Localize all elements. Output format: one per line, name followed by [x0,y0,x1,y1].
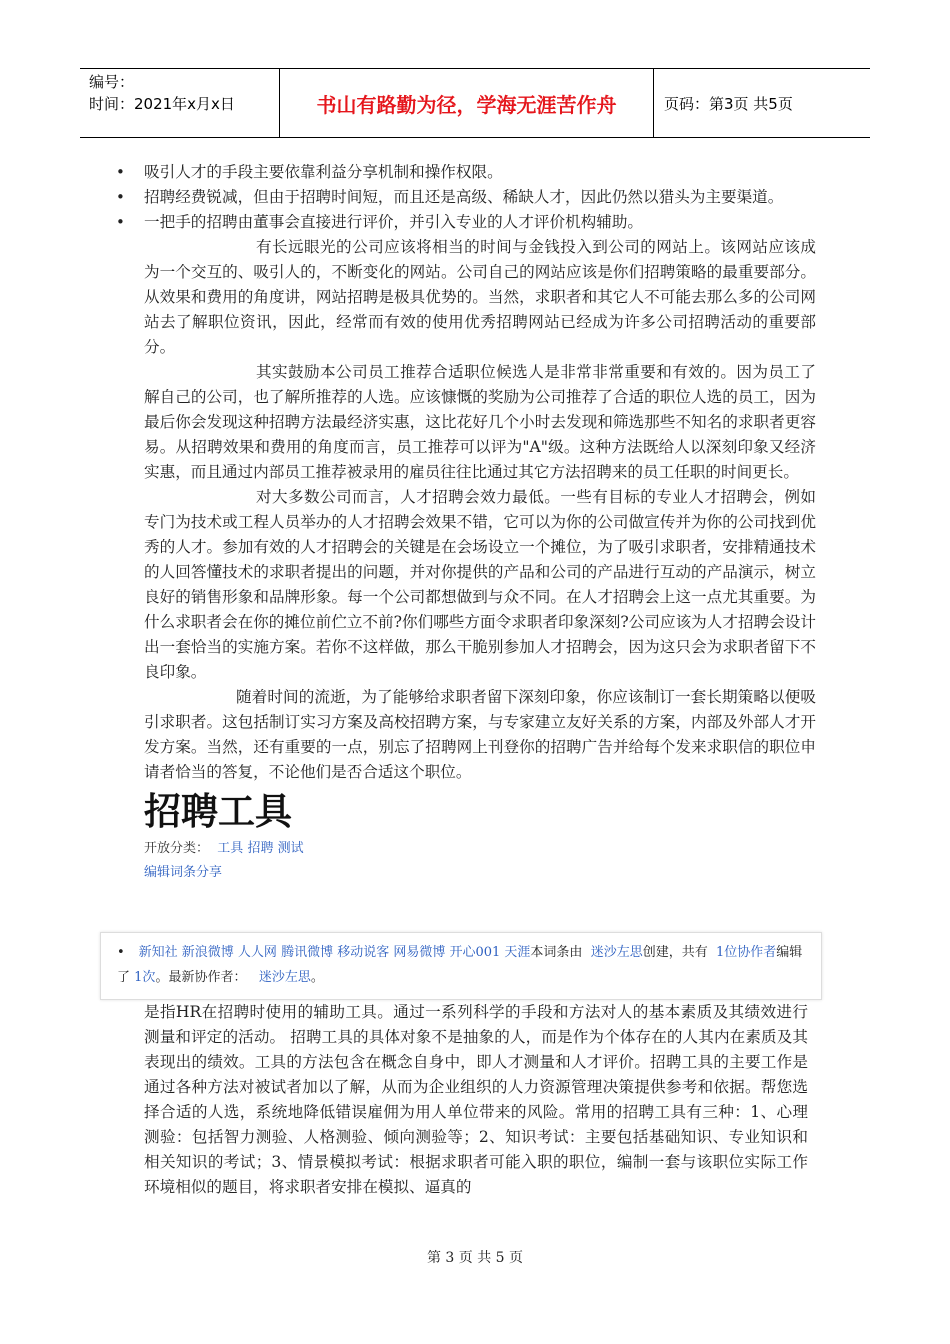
category-label: 开放分类： [144,841,210,856]
list-item: • 吸引人才的手段主要依靠利益分享机制和操作权限。 [116,160,816,185]
latest-collaborator-link[interactable]: 迷沙左思 [258,970,311,985]
category-link-recruit[interactable]: 招聘 [247,841,274,856]
paragraph-long-term: 随着时间的流逝，为了能够给求职者留下深刻印象，你应该制订一套长期策略以便吸引求职者。这包括制订实习方案及高校招聘方案，与专家建立友好关系的方案，内部及外部人才开发方案。当然，还有重要的一点，别忘了招聘网上刊登你的招聘广告并给每个发来求职信的职位申请者恰当的答复，不论他们是否合适这个职位。 [144,688,816,781]
edit-share-row [116,861,816,885]
bullet-list [116,160,816,235]
share-links[interactable]: 新知社 新浪微博 人人网 腾讯微博 移动说客 网易微博 开心001 天涯 [138,945,531,960]
motto: 书山有路勤为径，学海无涯苦作舟 [280,69,654,137]
header-meta [80,69,280,137]
main-content [116,160,816,885]
end-text: 。 [310,970,324,985]
edited-text: 编辑了 [117,945,803,985]
collaborators-link[interactable]: 1位协作者 [716,945,777,960]
document-header [80,68,870,138]
bullet-dot: • [117,945,125,960]
section-title: 招聘工具 [144,790,292,833]
category-link-tools[interactable]: 工具 [217,841,244,856]
created-by-text: 本词条由 [530,945,583,960]
creator-link[interactable]: 迷沙左思 [590,945,643,960]
page-indicator: 页码：第3页 共5页 [664,94,793,113]
list-item: • 招聘经费锐减，但由于招聘时间短，而且还是高级、稀缺人才，因此仍然以猎头为主要渠道。 [116,185,816,210]
paragraph-job-fair: 对大多数公司而言，人才招聘会效力最低。一些有目标的专业人才招聘会，例如专门为技术或工程人员举办的人才招聘会效果不错，它可以为你的公司做宣传并为你的公司找到优秀的人才。参加有效的人才招聘会的关键是在会场设立一个摊位，为了吸引求职者，安排精通技术的人回答懂技术的求职者提出的问题，并对你提供的产品和公司的产品进行互动的产品演示，树立良好的销售形象和品牌形象。每一个公司都想做到与众不同。在人才招聘会上这一点尤其重要。为什么求职者会在你的摊位前伫立不前?你们哪些方面令求职者印象深刻?公司应该为人才招聘会设计出一套恰当的实施方案。若你不这样做，那么干脆别参加人才招聘会，因为这只会为求职者留下不良印象。 [144,488,816,681]
paragraph-referral: 其实鼓励本公司员工推荐合适职位候选人是非常非常重要和有效的。因为员工了解自己的公司，也了解所推荐的人选。应该慷慨的奖励为公司推荐了合适的职位人选的员工，因为最后你会发现这种招聘方法最经济实惠，这比花好几个小时去发现和筛选那些不知名的求职者更容易。从招聘效果和费用的角度而言，员工推荐可以评为"A"级。这种方法既给人以深刻印象又经济实惠，而且通过内部员工推荐被录用的雇员往往比通过其它方法招聘来的员工任职的时间更长。 [144,363,816,481]
latest-text: 。最新协作者： [155,970,247,985]
edit-count-link[interactable]: 1次 [134,970,156,985]
list-item: • 一把手的招聘由董事会直接进行评价，并引入专业的人才评价机构辅助。 [116,210,816,235]
tool-description: 是指HR在招聘时使用的辅助工具。通过一系列科学的手段和方法对人的基本素质及其绩效进行测量和评定的活动。 招聘工具的具体对象不是抽象的人，而是作为个体存在的人其内在素质及其表现出的绩效。工具的方法包含在概念自身中，即人才测量和人才评价。招聘工具的主要工作是通过各种方法对被试者加以了解，从而为企业组织的人力资源管理决策提供参考和依据。帮您选择合适的人选，系统地降低错误雇佣为用人单位带来的风险。常用的招聘工具有三种：1、心理测验：包括智力测验、人格测验、倾向测验等；2、知识考试：主要包括基础知识、专业知识和相关知识的考试；3、情景模拟考试：根据求职者可能入职的职位，编制一套与该职位实际工作环境相似的题目，将求职者安排在模拟、逼真的 [144,1003,808,1196]
category-link-test[interactable]: 测试 [277,841,304,856]
share-box [100,932,822,1000]
created-text: 创建，共有 [642,945,708,960]
category-row [116,837,816,861]
time-label: 时间：2021年x月x日 [89,95,235,113]
paragraph-website: 有长远眼光的公司应该将相当的时间与金钱投入到公司的网站上。该网站应该成为一个交互的、吸引人的，不断变化的网站。公司自己的网站应该是你们招聘策略的最重要部分。从效果和费用的角度讲，网站招聘是极具优势的。当然，求职者和其它人不可能去那么多的公司网站去了解职位资讯，因此，经常而有效的使用优秀招聘网站已经成为许多公司招聘活动的重要部分。 [144,238,816,356]
edit-share-link[interactable]: 编辑词条分享 [144,865,223,880]
number-label: 编号： [89,73,135,91]
page-footer: 第 3 页 共 5 页 [426,1250,524,1266]
